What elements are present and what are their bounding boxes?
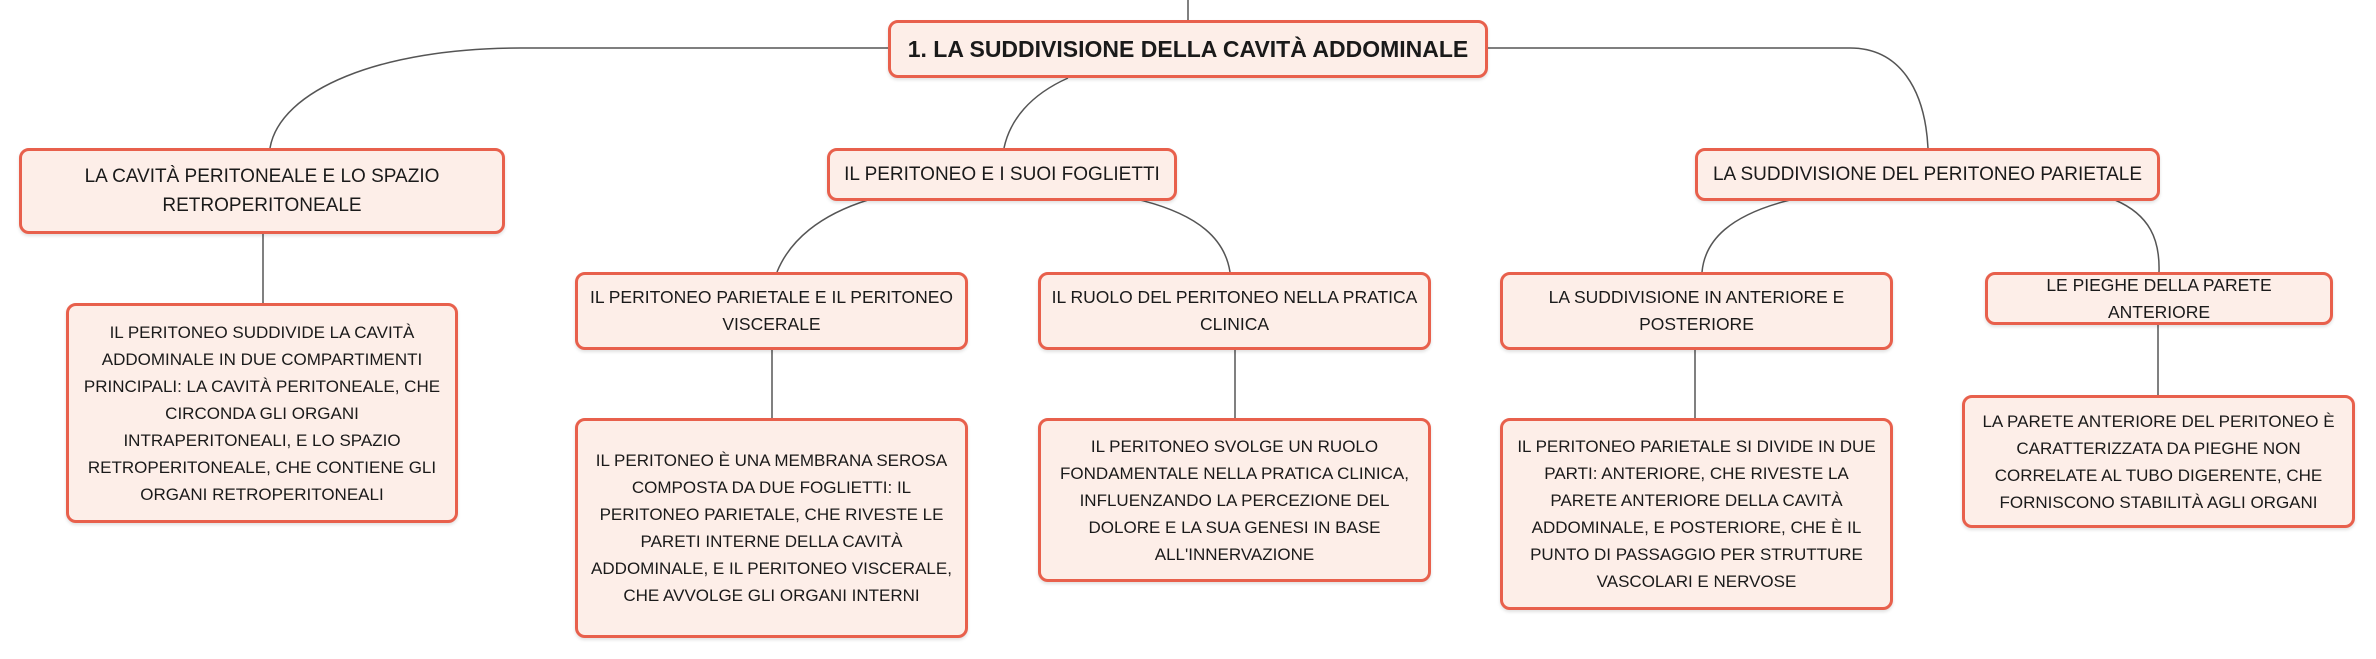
subtopic-node-label: IL RUOLO DEL PERITONEO NELLA PRATICA CLINICA	[1051, 287, 1418, 334]
subtopic-node-anteriore-posteriore[interactable]	[1500, 272, 1893, 350]
subtopic-node-label: LE PIEGHE DELLA PARETE ANTERIORE	[2046, 274, 2272, 322]
detail-node-cavita-peritoneale[interactable]	[66, 303, 458, 523]
topic-node-cavita-peritoneale[interactable]	[19, 148, 505, 234]
subtopic-node-label: IL PERITONEO PARIETALE E IL PERITONEO VISCERALE	[589, 287, 954, 334]
connector-line	[1140, 200, 1230, 272]
root-node-label: 1. LA SUDDIVISIONE DELLA CAVITÀ ADDOMINALE	[907, 36, 1469, 62]
connector-line	[1702, 200, 1790, 272]
connector-line	[270, 48, 890, 148]
topic-node-label: IL PERITONEO E I SUOI FOGLIETTI	[844, 164, 1160, 185]
detail-node-anteriore-posteriore[interactable]	[1500, 418, 1893, 610]
detail-node-text: IL PERITONEO PARIETALE SI DIVIDE IN DUE PARTI: ANTERIORE, CHE RIVESTE LA PARETE ANTERIORE DELLA CAVITÀ ADDOMINALE, E POSTERIORE, CHE È IL PUNTO DI PASSAGGIO PER STRUTTURE VASCOLARI E NERVOSE	[1517, 437, 1876, 591]
connector-line	[1486, 48, 1928, 148]
connector-line	[1004, 78, 1068, 148]
topic-node-label: LA CAVITÀ PERITONEALE E LO SPAZIO RETROPERITONEALE	[84, 166, 440, 216]
subtopic-node-pieghe-parete[interactable]	[1985, 272, 2333, 325]
subtopic-node-label: LA SUDDIVISIONE IN ANTERIORE E POSTERIORE	[1548, 287, 1845, 334]
detail-node-text: IL PERITONEO SVOLGE UN RUOLO FONDAMENTALE NELLA PRATICA CLINICA, INFLUENZANDO LA PERCEZIONE DEL DOLORE E LA SUA GENESI IN BASE ALL'INNERVAZIONE	[1060, 436, 1409, 564]
connector-line	[777, 200, 868, 272]
detail-node-pieghe-parete[interactable]	[1962, 395, 2355, 528]
root-node[interactable]	[888, 20, 1488, 78]
connector-line	[2115, 200, 2159, 272]
subtopic-node-parietale-viscerale[interactable]	[575, 272, 968, 350]
detail-node-ruolo-clinico[interactable]	[1038, 418, 1431, 582]
detail-node-text: LA PARETE ANTERIORE DEL PERITONEO È CARATTERIZZATA DA PIEGHE NON CORRELATE AL TUBO DIGERENTE, CHE FORNISCONO STABILITÀ AGLI ORGANI	[1982, 411, 2335, 512]
subtopic-node-ruolo-clinico[interactable]	[1038, 272, 1431, 350]
detail-node-text: IL PERITONEO È UNA MEMBRANA SEROSA COMPOSTA DA DUE FOGLIETTI: IL PERITONEO PARIETALE, CHE RIVESTE LE PARETI INTERNE DELLA CAVITÀ ADDOMINALE, E IL PERITONEO VISCERALE, CHE AVVOLGE GLI ORGANI INTERNI	[591, 451, 952, 605]
detail-node-text: IL PERITONEO SUDDIVIDE LA CAVITÀ ADDOMINALE IN DUE COMPARTIMENTI PRINCIPALI: LA CAVITÀ PERITONEALE, CHE CIRCONDA GLI ORGANI INTRAPERITONEALI, E LO SPAZIO RETROPERITONEALE, CHE CONTIENE GLI ORGANI RETROPERITONEALI	[83, 322, 441, 504]
topic-node-label: LA SUDDIVISIONE DEL PERITONEO PARIETALE	[1712, 164, 2143, 185]
detail-node-parietale-viscerale[interactable]	[575, 418, 968, 638]
topic-node-peritoneo-foglietti[interactable]	[827, 148, 1177, 201]
topic-node-peritoneo-parietale[interactable]	[1695, 148, 2160, 201]
